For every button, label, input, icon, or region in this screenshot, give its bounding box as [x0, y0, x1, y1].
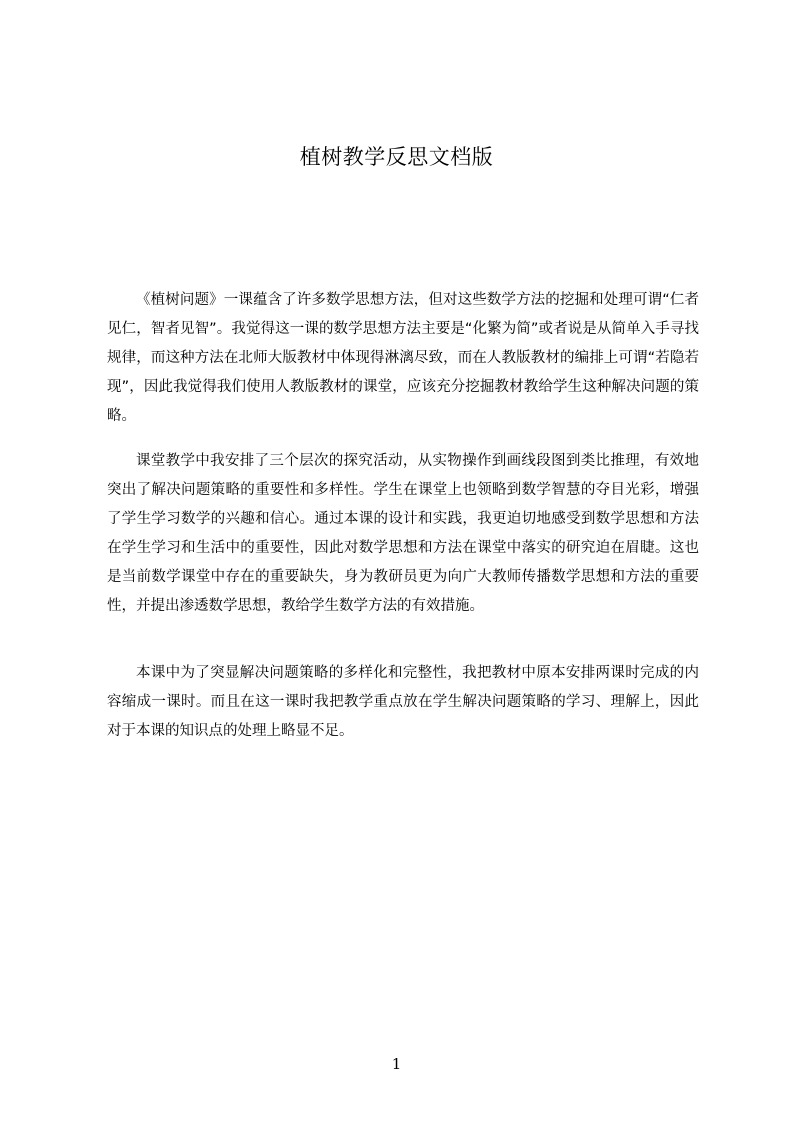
page-number: 1 [391, 1055, 402, 1073]
paragraph-2: 课堂教学中我安排了三个层次的探究活动，从实物操作到画线段图到类比推理，有效地突出了解决问题策略的重要性和多样性。学生在课堂上也领略到数学智慧的夺目光彩，增强了学生学习数学的兴趣和信心。通过本课的设计和实践，我更迫切地感受到数学思想和方法在学生学习和生活中的重要性，因此对数学思想和方法在课堂中落实的研究迫在眉睫。这也是当前数学课堂中存在的重要缺失，身为教研员更为向广大教师传播数学思想和方法的重要性，并提出渗透数学思想，教给学生数学方法的有效措施。 [107, 453, 699, 614]
document-title: 植树教学反思文档版 [299, 145, 494, 169]
paragraph-1: 《植树问题》一课蕴含了许多数学思想方法，但对这些数学方法的挖掘和处理可谓“仁者见仁，智者见智”。我觉得这一课的数学思想方法主要是“化繁为简”或者说是从简单入手寻找规律，而这种方法在北师大版教材中体现得淋漓尽致，而在人教版教材的编排上可谓“若隐若现”，因此我觉得我们使用人教版教材的课堂，应该充分挖掘教材教给学生这种解决问题的策略。 [107, 292, 699, 424]
paragraph-3: 本课中为了突显解决问题策略的多样化和完整性，我把教材中原本安排两课时完成的内容缩成一课时。而且在这一课时我把教学重点放在学生解决问题策略的学习、理解上，因此对于本课的知识点的处理上略显不足。 [107, 665, 699, 739]
